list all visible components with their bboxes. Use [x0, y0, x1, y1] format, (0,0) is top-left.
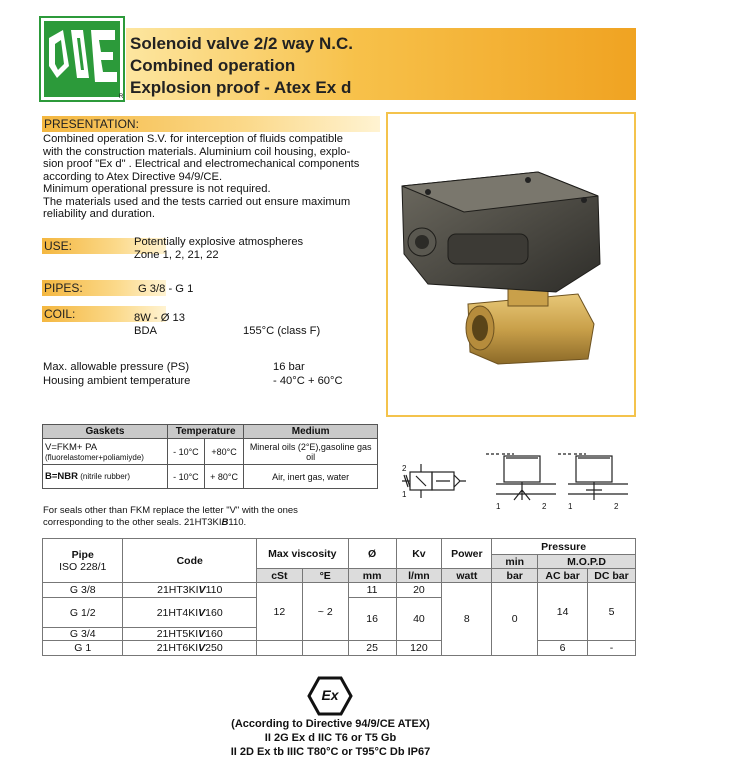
cst-col-header: cSt: [256, 569, 302, 583]
seals-note-end: 110.: [228, 517, 247, 528]
min-col-header: min: [492, 555, 538, 569]
code-prefix: 21HT6KI: [156, 642, 199, 654]
code-prefix: 21HT4KI: [156, 606, 199, 619]
title-line-2: Combined operation: [130, 56, 296, 75]
presentation-line: with the construction materials. Aluminium coil housing, explo-: [43, 145, 351, 158]
code-col-header: Code: [123, 539, 256, 583]
diameter-col-header: Ø: [348, 539, 396, 569]
temp-max-cell: + 80°C: [204, 465, 244, 489]
min-pressure-cell: 0: [492, 583, 538, 656]
ac-pressure-cell: 14: [538, 583, 588, 641]
table-row: [43, 465, 378, 489]
presentation-line: The materials used and the tests carried out ensure maximum: [43, 195, 351, 208]
code-cell: [123, 583, 256, 598]
lmn-col-header: l/mn: [396, 569, 442, 583]
coil-class: 155°C (class F): [243, 325, 321, 337]
temp-max-cell: +80°C: [204, 439, 244, 465]
company-logo: [39, 16, 125, 102]
footer-directive: (According to Directive 94/9/CE ATEX): [231, 718, 430, 730]
footer-dust-class: II 2D Ex tb IIIC T80°C or T95°C Db IP67: [230, 746, 431, 758]
cst-cell-empty: [256, 641, 302, 656]
gasket-sub: (nitrile rubber): [78, 472, 131, 481]
table-row: [43, 439, 378, 465]
port-label: 1: [568, 502, 573, 511]
gasket-name-cell: [43, 439, 168, 465]
code-suffix: 160: [205, 628, 223, 640]
cst-cell: 12: [256, 583, 302, 641]
code-seal: V: [198, 584, 206, 596]
coil-bda: BDA: [134, 325, 158, 337]
temp-min-cell: - 10°C: [168, 465, 205, 489]
coil-line-1: 8W - Ø 13: [134, 312, 185, 324]
code-range-end: 21HT6KIV250: [637, 72, 715, 86]
dc-pressure-cell: -: [588, 641, 636, 656]
kv-cell: 40: [396, 598, 442, 641]
use-label: USE:: [42, 238, 166, 254]
gaskets-table: [42, 424, 378, 489]
gasket-sub: (fluorelastomer+poliamiyde): [45, 452, 144, 462]
code-seal: V: [198, 606, 206, 619]
use-line: Zone 1, 2, 21, 22: [134, 248, 219, 261]
atex-ex-icon: [308, 676, 352, 716]
temperature-col-header: Temperature: [168, 425, 244, 439]
gasket-name: V=FKM+ PA: [45, 441, 98, 453]
temp-min-cell: - 10°C: [168, 439, 205, 465]
pressure-col-header: Pressure: [492, 539, 636, 555]
seals-note-line-2: [43, 517, 376, 529]
viscosity-col-header: Max viscosity: [256, 539, 348, 569]
pipe-cell: G 1/2: [43, 598, 123, 628]
gasket-name-cell: [43, 465, 168, 489]
pipe-header-text: Pipe: [71, 548, 94, 561]
spec-pressure-value: 16 bar: [273, 361, 305, 373]
table-row: [43, 641, 636, 656]
dc-pressure-cell: 5: [588, 583, 636, 641]
code-range-sep: ÷: [672, 56, 680, 70]
code-cell: [123, 628, 256, 641]
medium-cell: Mineral oils (2°E),gasoline gas oil: [244, 439, 378, 465]
code-suffix: 110: [205, 584, 223, 596]
pipe-header-sub: ISO 228/1: [59, 560, 107, 573]
presentation-line: according to Atex Directive 94/9/CE.: [43, 170, 223, 183]
use-line: Potentially explosive atmospheres: [134, 236, 304, 248]
dc-col-header: DC bar: [588, 569, 636, 583]
presentation-text: [43, 133, 383, 221]
kv-col-header: Kv: [396, 539, 442, 569]
pipe-cell: G 3/4: [43, 628, 123, 641]
presentation-line: sion proof "Ex d" . Electrical and electromechanical components: [43, 158, 360, 170]
power-cell: 8: [442, 583, 492, 656]
ac-col-header: AC bar: [538, 569, 588, 583]
seals-note: [43, 505, 376, 529]
pipe-cell: G 3/8: [43, 583, 123, 598]
kv-cell: 20: [396, 583, 442, 598]
port-label: 2: [614, 502, 619, 511]
seals-note-line-1: For seals other than FKM replace the letter "V" with the ones: [43, 505, 298, 516]
presentation-label: PRESENTATION:: [42, 116, 380, 132]
port-label: 2: [402, 464, 407, 473]
bar-col-header: bar: [492, 569, 538, 583]
diameter-cell: 25: [348, 641, 396, 656]
ode-logo-icon: [39, 16, 125, 102]
footer-gas-class: II 2G Ex d IIC T6 or T5 Gb: [264, 732, 397, 744]
spec-temp-label: Housing ambient temperature: [43, 375, 191, 387]
ex-symbol-text: Ex: [321, 687, 339, 703]
gaskets-header-row: [43, 425, 378, 439]
power-col-header: Power: [442, 539, 492, 569]
code-suffix: 250: [205, 642, 223, 654]
code-suffix: 160: [205, 606, 223, 619]
ac-pressure-cell: 6: [538, 641, 588, 656]
pipes-value: G 3/8 - G 1: [138, 283, 194, 295]
pipe-col-header: [43, 539, 123, 583]
pipes-label: PIPES:: [42, 280, 166, 296]
e-cell-empty: [302, 641, 348, 656]
title-line-1: Solenoid valve 2/2 way N.C.: [130, 34, 353, 53]
specs-table: [42, 538, 636, 656]
code-cell: [123, 641, 256, 656]
product-photo: [386, 112, 636, 417]
port-label: 1: [496, 502, 501, 511]
valve-symbol-icon: [396, 444, 646, 514]
code-cell: [123, 598, 256, 628]
presentation-line: Minimum operational pressure is not required.: [43, 183, 271, 195]
title-line-3: Explosion proof - Atex Ex d: [130, 78, 352, 97]
hydraulic-symbols: [396, 444, 646, 514]
trademark-mark: R: [119, 94, 124, 100]
code-prefix: 21HT3KI: [157, 584, 199, 596]
gasket-name: B=NBR: [45, 471, 78, 482]
seals-note-letter: B: [221, 517, 229, 528]
valve-photo-icon: [388, 114, 634, 415]
seals-note-text: corresponding to the other seals. 21HT3KI: [43, 517, 222, 528]
spec-pressure-label: Max. allowable pressure (PS): [43, 361, 190, 373]
mm-col-header: mm: [348, 569, 396, 583]
gaskets-col-header: Gaskets: [43, 425, 168, 439]
watt-col-header: watt: [442, 569, 492, 583]
code-seal: V: [198, 628, 206, 640]
header-row: [43, 539, 636, 555]
use-text: [134, 236, 303, 261]
coil-label: COIL:: [42, 306, 166, 322]
diameter-cell: 11: [348, 583, 396, 598]
presentation-line: reliability and duration.: [43, 208, 155, 220]
kv-cell: 120: [396, 641, 442, 656]
code-seal: V: [198, 642, 206, 654]
medium-cell: Air, inert gas, water: [244, 465, 378, 489]
presentation-line: Combined operation S.V. for interception of fluids compatible: [43, 133, 343, 145]
code-range-start: 21HT3KIV110: [638, 40, 714, 54]
pipe-cell: G 1: [43, 641, 123, 656]
medium-col-header: Medium: [244, 425, 378, 439]
code-prefix: 21HT5KI: [156, 628, 199, 640]
table-row: [43, 583, 636, 598]
e-cell: ~ 2: [302, 583, 348, 641]
mopd-col-header: M.O.P.D: [538, 555, 636, 569]
spec-temp-value: - 40°C + 60°C: [273, 375, 343, 387]
diameter-cell: 16: [348, 598, 396, 641]
port-label: 1: [402, 490, 407, 499]
port-label: 2: [542, 502, 547, 511]
e-col-header: °E: [302, 569, 348, 583]
